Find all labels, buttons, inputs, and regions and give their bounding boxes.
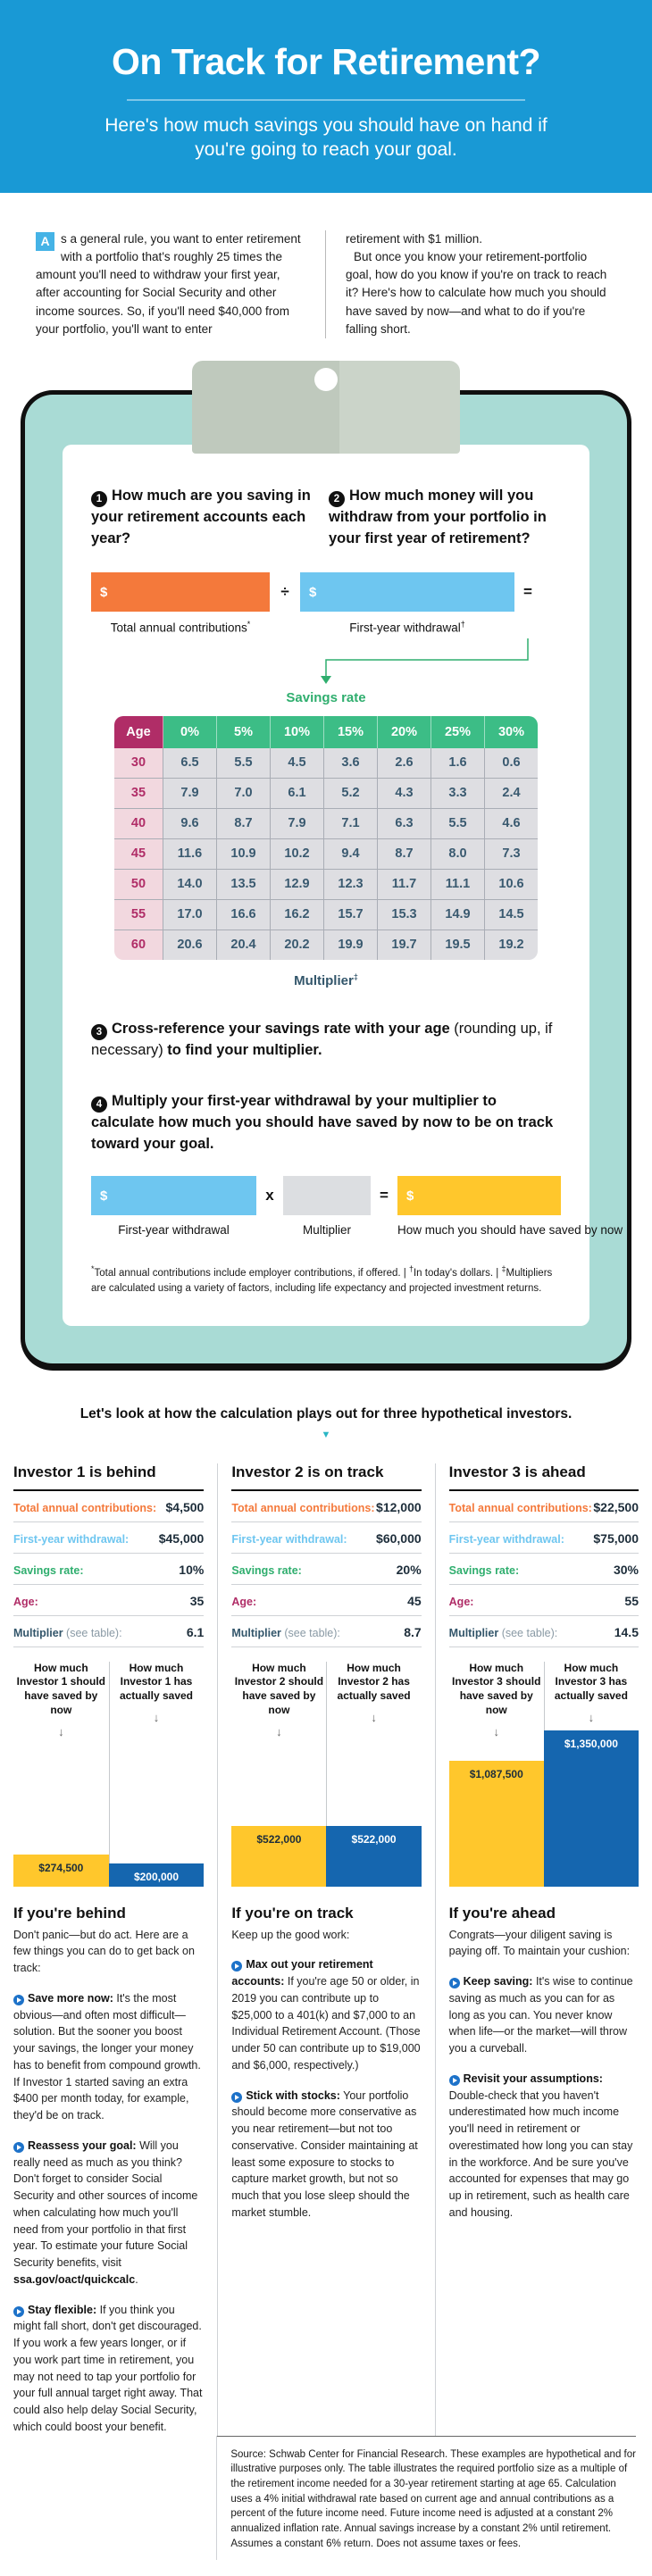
down-arrow-icon: ↓ xyxy=(371,1711,377,1725)
down-arrow-icon: ↓ xyxy=(276,1724,282,1738)
age-cell: 45 xyxy=(114,838,163,869)
actually-saved-bar: $1,350,000 xyxy=(544,1730,639,1887)
table-row: 60 20.6 20.4 20.2 19.9 19.7 19.5 19.2 xyxy=(114,930,538,960)
contributions-input-box[interactable] xyxy=(91,572,270,612)
intro-left-text: s a general rule, you want to enter retirement with a portfolio that's roughly 25 times the amount you'll need to withdraw your first year, after accounting for Social Security and other income sources. So, if you'll need $40,000 from your portfolio, you'll want to enter xyxy=(36,231,301,336)
table-row: 45 11.6 10.9 10.2 9.4 8.7 8.0 7.3 xyxy=(114,838,538,869)
header-banner xyxy=(0,0,652,193)
age-cell: 60 xyxy=(114,930,163,960)
rate-header-cell: 5% xyxy=(217,716,271,748)
advice-bullet: Save more now: It's the most obvious—and often most difficult—solution. But the sooner you boost your savings, the longer your money has to benefit from compound growth. If Investor 1 started saving an extra $400 per month today, for example, they'd be on track. xyxy=(13,1991,201,2122)
stat-row: Total annual contributions: $4,500 xyxy=(13,1491,204,1522)
investor-3-column xyxy=(435,1463,652,2436)
step-4: 4 Multiply your first-year withdrawal by your multiplier to calculate how much you should have saved by now to be on track toward your goal. xyxy=(91,1093,554,1152)
investor-2-title: Investor 2 is on track xyxy=(231,1463,421,1491)
bottom-spacer xyxy=(0,2436,217,2561)
worksheet-panel xyxy=(63,445,623,1325)
withdrawal-label: First-year withdrawal† xyxy=(349,620,465,635)
advice-title: If you're ahead xyxy=(448,1904,556,1922)
intro-section xyxy=(0,193,652,339)
footnote: *Total annual contributions include employer contributions, if offered. | †In today's dollars. | ‡Multipliers are calculated using a variety of factors, including life expectancy and projected investment returns. xyxy=(91,1264,553,1295)
should-have-saved-label: How much Investor 1 should have saved by now ↓ xyxy=(16,1661,105,1738)
should-have-saved-label: How much Investor 3 should have saved by now ↓ xyxy=(452,1661,541,1738)
formula-row xyxy=(91,1176,561,1215)
divide-sign: ÷ xyxy=(280,583,289,601)
advice-intro: Don't panic—but do act. Here are a few things you can do to get back on track: xyxy=(13,1928,195,1975)
advice-title: If you're on track xyxy=(231,1904,354,1922)
page-title: On Track for Retirement? xyxy=(111,41,541,82)
advice-ahead xyxy=(449,1905,639,2222)
dollar-sign: $ xyxy=(100,584,108,600)
investor-1-title: Investor 1 is behind xyxy=(13,1463,204,1491)
down-triangle-icon: ▼ xyxy=(321,1429,331,1440)
multiplier-table-wrap xyxy=(114,716,538,960)
advice-bullet: Revisit your assumptions: Double-check that you haven't underestimated how much income you'll need in retirement or overestimated how long you can stay in the workforce. And be sure you've accounted for expenses that may go up in retirement, such as health care and housing. xyxy=(448,2072,633,2219)
intro-right-p2: But once you know your retirement-portfolio goal, how do you know if you're on track to reach it? Here's how to calculate how much you should have saved by now—and what to do if you're falling short. xyxy=(346,249,607,336)
page-subtitle: Here's how much savings you should have on hand if you're going to reach your goal. xyxy=(104,115,548,161)
rate-header-cell: 0% xyxy=(163,716,217,748)
investor-1-column xyxy=(0,1463,217,2436)
actually-saved-label: How much Investor 2 has actually saved ↓ xyxy=(326,1662,421,1739)
rate-header-cell: 30% xyxy=(485,716,539,748)
advice-bullet: Max out your retirement accounts: If you're age 50 or older, in 2019 you can contribute up to $25,000 to a 401(k) and $7,000 to an Individual Retirement Account. (Those under 50 can contribute up to $19,000 and $6,000, respectively.) xyxy=(231,1958,421,2072)
clipboard xyxy=(21,390,631,1370)
formula-multiplier-label: Multiplier xyxy=(302,1223,351,1238)
down-arrow-icon: ↓ xyxy=(588,1711,595,1725)
age-cell: 50 xyxy=(114,869,163,899)
stat-row: Total annual contributions: $22,500 xyxy=(449,1491,639,1522)
table-row: 50 14.0 13.5 12.9 12.3 11.7 11.1 10.6 xyxy=(114,869,538,899)
actually-saved-bar: $522,000 xyxy=(326,1826,421,1887)
bullet-arrow-icon xyxy=(13,1995,24,2005)
input-boxes-row xyxy=(91,572,561,612)
step-4-number-icon: 4 xyxy=(91,1096,107,1113)
table-row: 35 7.9 7.0 6.1 5.2 4.3 3.3 2.4 xyxy=(114,778,538,808)
formula-result-label: How much you should have saved by now xyxy=(397,1223,623,1238)
investors-section xyxy=(0,1463,652,2436)
step-2-number-icon: 2 xyxy=(329,491,345,507)
table-row: 55 17.0 16.6 16.2 15.7 15.3 14.9 14.5 xyxy=(114,899,538,930)
should-have-saved-bar: $274,500 xyxy=(13,1855,109,1887)
investor-2-column xyxy=(217,1463,434,2436)
down-arrow-icon: ↓ xyxy=(58,1724,64,1738)
advice-bullet: Stay flexible: If you think you might fall short, don't get discouraged. If you work a few years longer, or if you work part time in retirement, you may not need to tap your portfolio for your full annual target right away. That could also help delay Social Security, which could boost your benefit. xyxy=(13,2303,203,2433)
multiplier-table xyxy=(114,716,538,960)
step-3: 3 Cross-reference your savings rate with your age (rounding up, if necessary) to find your multiplier. xyxy=(91,1020,553,1058)
investor-3-bar-chart xyxy=(449,1662,639,1887)
age-cell: 35 xyxy=(114,778,163,808)
dropcap: A xyxy=(36,232,54,251)
stat-row: Savings rate: 10% xyxy=(13,1554,204,1585)
actually-saved-label: How much Investor 1 has actually saved ↓ xyxy=(109,1662,205,1739)
equals-sign: = xyxy=(380,1187,389,1205)
step-2 xyxy=(329,486,561,549)
table-header-row xyxy=(114,716,538,748)
advice-bullet: Stick with stocks: Your portfolio should become more conservative as you near retirement—but not too conservative. Consider maintaining at least some exposure to stocks to capture market growth, but not so much that you lose sleep should the market stumble. xyxy=(231,2088,418,2219)
should-have-saved-label: How much Investor 2 should have saved by now ↓ xyxy=(234,1661,324,1738)
connector-arrow xyxy=(91,638,561,687)
step-1-number-icon: 1 xyxy=(91,491,107,507)
intro-right-column xyxy=(326,230,616,339)
bullet-arrow-icon xyxy=(13,2142,24,2153)
input-box-labels xyxy=(91,620,561,635)
advice-behind xyxy=(13,1905,204,2436)
investor-1-bar-chart xyxy=(13,1662,204,1887)
advice-bullet: Keep saving: It's wise to continue saving as much as you can for as long as you can. You never know when life—or the market—will throw you a curveball. xyxy=(448,1975,633,2055)
stat-row: Multiplier (see table): 14.5 xyxy=(449,1616,639,1647)
equals-sign: = xyxy=(523,583,532,601)
rate-header-cell: 10% xyxy=(271,716,324,748)
age-header-cell: Age xyxy=(114,716,163,748)
steps-1-2 xyxy=(91,486,561,549)
stat-row: Savings rate: 20% xyxy=(231,1554,421,1585)
down-arrow-icon: ↓ xyxy=(493,1724,499,1738)
withdrawal-formula-box[interactable] xyxy=(91,1176,256,1215)
rate-header-cell: 20% xyxy=(378,716,431,748)
actually-saved-bar: $200,000 xyxy=(109,1863,205,1887)
formula-labels xyxy=(91,1223,623,1238)
age-cell: 40 xyxy=(114,808,163,838)
withdrawal-input-box[interactable] xyxy=(300,572,514,612)
multiplier-formula-box[interactable] xyxy=(283,1176,371,1215)
dollar-sign: $ xyxy=(309,584,317,600)
section-intro-heading: Let's look at how the calculation plays out for three hypothetical investors. ▼ xyxy=(0,1406,652,1440)
stat-row: Total annual contributions: $12,000 xyxy=(231,1491,421,1522)
clip-hole xyxy=(314,368,338,391)
formula-withdrawal-label: First-year withdrawal xyxy=(118,1223,230,1238)
header-divider xyxy=(127,99,525,101)
stat-row: Age: 55 xyxy=(449,1585,639,1616)
stat-row: Multiplier (see table): 6.1 xyxy=(13,1616,204,1647)
stat-row: Multiplier (see table): 8.7 xyxy=(231,1616,421,1647)
stat-row: First-year withdrawal: $75,000 xyxy=(449,1522,639,1554)
investor-2-bar-chart xyxy=(231,1662,421,1887)
age-cell: 55 xyxy=(114,899,163,930)
advice-intro: Congrats—your diligent saving is paying off. To maintain your cushion: xyxy=(448,1928,631,1958)
step-1-text: How much are you saving in your retirement accounts each year? xyxy=(91,488,311,546)
result-formula-box[interactable] xyxy=(397,1176,561,1215)
bottom-row xyxy=(0,2436,652,2561)
age-cell: 30 xyxy=(114,748,163,779)
advice-intro: Keep up the good work: xyxy=(231,1928,350,1941)
bullet-arrow-icon xyxy=(449,1978,460,1988)
investor-3-title: Investor 3 is ahead xyxy=(449,1463,639,1491)
advice-on-track xyxy=(231,1905,421,2222)
stat-row: Savings rate: 30% xyxy=(449,1554,639,1585)
table-row: 40 9.6 8.7 7.9 7.1 6.3 5.5 4.6 xyxy=(114,808,538,838)
source-note: Source: Schwab Center for Financial Research. These examples are hypothetical and for illustrative purposes only. The table illustrates the required portfolio size as a multiple of the retirement income needed for a 30-year retirement starting at age 65. Calculation uses a 4% initial withdrawal rate based on current age and annual contributions as a percent of the future income need. Future income need is adjusted at a constant 2% annualized inflation rate. Annual savings increase by a constant 2% until retirement. Assumes a constant 6% return. Does not assume taxes or fees. xyxy=(217,2436,636,2561)
times-sign: x xyxy=(265,1187,274,1205)
multiplier-axis-label: Multiplier‡ xyxy=(294,971,358,988)
bullet-arrow-icon xyxy=(449,2075,460,2086)
stat-row: Age: 45 xyxy=(231,1585,421,1616)
dollar-sign: $ xyxy=(406,1188,414,1204)
bullet-arrow-icon xyxy=(13,2306,24,2317)
bullet-arrow-icon xyxy=(231,2092,242,2103)
intro-left-column xyxy=(36,230,326,339)
down-arrow-icon: ↓ xyxy=(153,1711,160,1725)
step-3-number-icon: 3 xyxy=(91,1024,107,1040)
actually-saved-label: How much Investor 3 has actually saved ↓ xyxy=(544,1662,639,1739)
table-row: 30 6.5 5.5 4.5 3.6 2.6 1.6 0.6 xyxy=(114,748,538,779)
advice-title: If you're behind xyxy=(13,1904,126,1922)
stat-row: First-year withdrawal: $60,000 xyxy=(231,1522,421,1554)
stat-row: First-year withdrawal: $45,000 xyxy=(13,1522,204,1554)
stat-row: Age: 35 xyxy=(13,1585,204,1616)
intro-right-p1: retirement with $1 million. xyxy=(346,231,483,246)
rate-header-cell: 25% xyxy=(431,716,485,748)
savings-rate-label: Savings rate xyxy=(286,689,366,705)
bullet-arrow-icon xyxy=(231,1961,242,1972)
rate-header-cell: 15% xyxy=(324,716,378,748)
should-have-saved-bar: $1,087,500 xyxy=(449,1761,544,1887)
should-have-saved-bar: $522,000 xyxy=(231,1826,326,1887)
advice-bullet: Reassess your goal: Will you really need as much as you think? Don't forget to consider Social Security and other sources of income when calculating how much you'll need from your portfolio in that first year. To estimate your future Social Security benefits, visit ssa.gov/oact/quickcalc. xyxy=(13,2138,198,2286)
clipboard-clip xyxy=(192,361,460,454)
contributions-label: Total annual contributions* xyxy=(110,620,251,635)
dollar-sign: $ xyxy=(100,1188,108,1204)
step-1 xyxy=(91,486,314,549)
step-2-text: How much money will you withdraw from your portfolio in your first year of retirement? xyxy=(329,488,547,546)
